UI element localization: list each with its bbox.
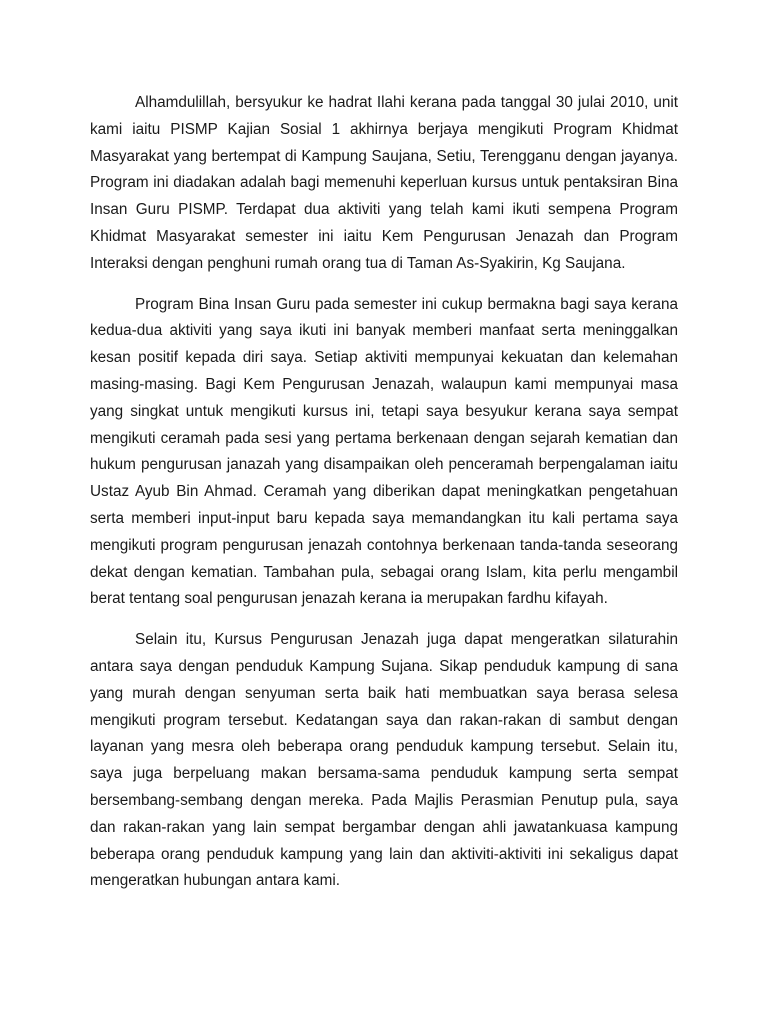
paragraph-1: Alhamdulillah, bersyukur ke hadrat Ilahi kerana pada tanggal 30 julai 2010, unit kami iaitu PISMP Kajian Sosial 1 akhirnya berjaya mengikuti Program Khidmat Masyarakat yang bertempat di Kampung Saujana, Setiu, Terengganu dengan jayanya. Program ini diadakan adalah bagi memenuhi keperluan kursus untuk pentaksiran Bina Insan Guru PISMP. Terdapat dua aktiviti yang telah kami ikuti sempena Program Khidmat Masyarakat semester ini iaitu Kem Pengurusan Jenazah dan Program Interaksi dengan penghuni rumah orang tua di Taman As-Syakirin, Kg Saujana. xyxy=(90,94,678,272)
paragraph-2: Program Bina Insan Guru pada semester ini cukup bermakna bagi saya kerana kedua-dua aktiviti yang saya ikuti ini banyak memberi manfaat serta meninggalkan kesan positif kepada diri saya. Setiap aktiviti mempunyai kekuatan dan kelemahan masing-masing. Bagi Kem Pengurusan Jenazah, walaupun kami mempunyai masa yang singkat untuk mengikuti kursus ini, tetapi saya besyukur kerana saya sempat mengikuti ceramah pada sesi yang pertama berkenaan dengan sejarah kematian dan hukum pengurusan janazah yang disampaikan oleh penceramah berpengalaman iaitu Ustaz Ayub Bin Ahmad. Ceramah yang diberikan dapat meningkatkan pengetahuan serta memberi input-input baru kepada saya memandangkan itu kali pertama saya mengikuti program pengurusan jenazah contohnya berkenaan tanda-tanda seseorang dekat dengan kematian. Tambahan pula, sebagai orang Islam, kita perlu mengambil berat tentang soal pengurusan jenazah kerana ia merupakan fardhu kifayah. xyxy=(90,295,678,608)
document-body xyxy=(90,90,678,909)
paragraph-3: Selain itu, Kursus Pengurusan Jenazah juga dapat mengeratkan silaturahin antara saya dengan penduduk Kampung Sujana. Sikap penduduk kampung di sana yang murah dengan senyuman serta baik hati membuatkan saya berasa selesa mengikuti program tersebut. Kedatangan saya dan rakan-rakan di sambut dengan layanan yang mesra oleh beberapa orang penduduk kampung tersebut. Selain itu, saya juga berpeluang makan bersama-sama penduduk kampung serta sempat bersembang-sembang dengan mereka. Pada Majlis Perasmian Penutup pula, saya dan rakan-rakan yang lain sempat bergambar dengan ahli jawatankuasa kampung beberapa orang penduduk kampung yang lain dan aktiviti-aktiviti ini sekaligus dapat mengeratkan hubungan antara kami. xyxy=(90,631,678,890)
